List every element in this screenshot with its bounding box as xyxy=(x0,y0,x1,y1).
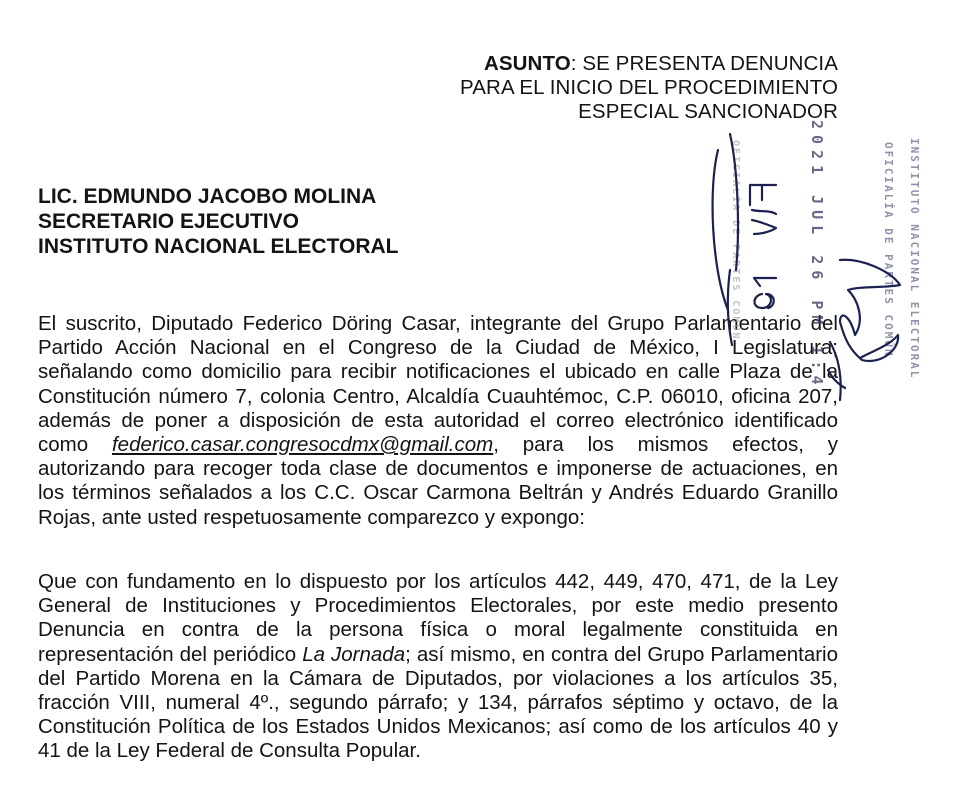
addressee-block xyxy=(38,184,399,259)
paragraph-complaint xyxy=(38,570,838,764)
subject-line-3: ESPECIAL SANCIONADOR xyxy=(578,100,838,123)
stamp-date: 2021 JUL 26 PM 1:4 xyxy=(808,120,826,391)
addressee-position: SECRETARIO EJECUTIVO xyxy=(38,210,299,233)
paragraph-2-text-b: ; así mismo, en contra del Grupo Parlamentario del Partido Morena en la Cámara de Diputados, por violaciones a los artículos 35, fracción VIII, numeral 4º., segundo párrafo; y 134, párrafos séptimo y octavo, de la Constitución Política de los Estados Unidos Mexicanos; así como de los artículos 40 y 41 de la Ley Federal de Consulta Popular. xyxy=(38,642,838,763)
addressee-name: LIC. EDMUNDO JACOBO MOLINA xyxy=(38,185,377,208)
subject-block xyxy=(460,52,838,124)
newspaper-name: La Jornada xyxy=(302,642,406,666)
subject-label: ASUNTO xyxy=(483,52,571,75)
stamp-office: OFICIALÍA DE PARTES COMÚN xyxy=(882,142,895,358)
addressee-institution: INSTITUTO NACIONAL ELECTORAL xyxy=(38,235,399,258)
paragraph-1-text-b: , para los mismos efectos, y autorizando para recoger toda clase de documentos e imponerse de actuaciones, en los términos señalados a los C.C. Oscar Carmona Beltrán y Andrés Eduardo Granillo Rojas, ante usted respetuosamente comparezco y expongo: xyxy=(38,433,839,529)
stamp-institution: INSTITUTO NACIONAL ELECTORAL xyxy=(908,138,921,380)
paragraph-introduction xyxy=(38,312,838,530)
stamp-faint-text: OFICIALÍA DE PARTES COMÚN xyxy=(730,140,741,341)
paragraph-2-text-a: Que con fundamento en lo dispuesto por los artículos 442, 449, 470, 471, de la Ley General de Instituciones y Procedimientos Electorales, por este medio presento Denuncia en contra de la persona física o moral legalmente constituida en representación del periódico xyxy=(38,570,838,666)
email-link[interactable]: federico.casar.congresocdmx@gmail.com xyxy=(111,433,494,457)
subject-text-1: : SE PRESENTA DENUNCIA xyxy=(570,52,838,75)
paragraph-1-text-a: El suscrito, Diputado Federico Döring Casar, integrante del Grupo Parlamentario del Partido Acción Nacional en el Congreso de la Ciudad de México, I Legislatura; señalando como domicilio para recibir notificaciones el ubicado en calle Plaza de la Constitución número 7, colonia Centro, Alcaldía Cuauhtémoc, C.P. 06010, oficina 207, además de poner a disposición de esta autoridad el correo electrónico identificado como xyxy=(38,312,838,457)
subject-line-1 xyxy=(460,52,838,76)
subject-line-2: PARA EL INICIO DEL PROCEDIMIENTO xyxy=(460,76,838,99)
